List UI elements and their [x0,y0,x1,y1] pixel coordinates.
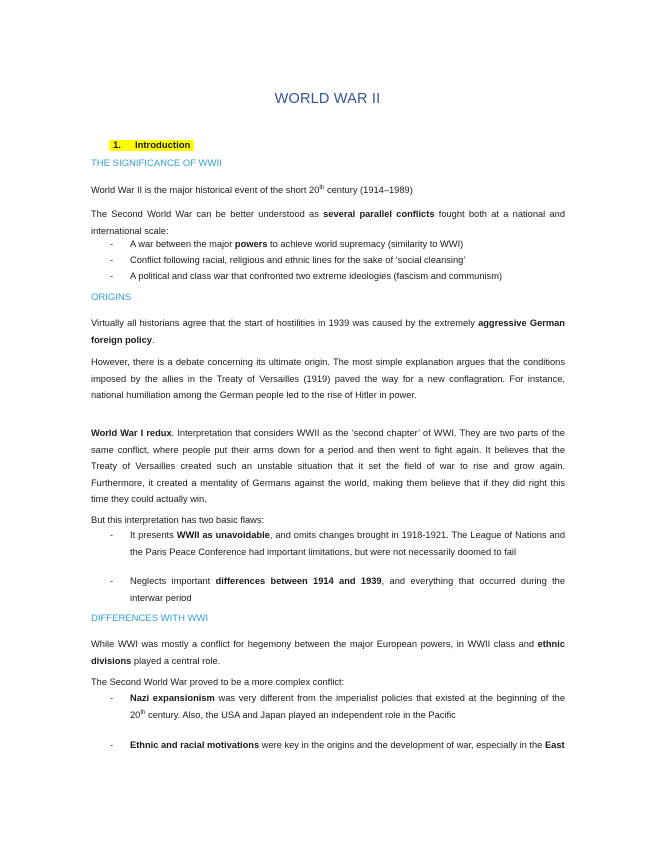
bullet-dash: - [110,239,114,249]
heading-label: Introduction [134,140,191,151]
list-item: A political and class war that confronted two extreme ideologies (fascism and communism) [130,271,503,281]
document-title: WORLD WAR II [274,91,381,107]
paragraph-1: World War II is the major historical event of the short 20th century (1914–1989) [91,184,413,195]
bullet-dash: - [110,255,114,265]
paragraph-2: The Second World War can be better understood as several parallel conflicts fought both at a national and international scale: [91,209,565,236]
paragraph-4: However, there is a debate concerning its ultimate origin. The most simple explanation argues that the conditions imposed by the allies in the Treaty of Versailles (1919) paved the way for a new conflagration. For instance, national humiliation among the German people led to the rise of Hitler in power. [91,357,565,400]
bullet-dash: - [110,693,114,703]
paragraph-7: While WWI was mostly a conflict for hegemony between the major European powers, in WWII class and ethnic divisions played a central role. [91,639,565,666]
bullet-dash: - [110,530,114,540]
list-item: Nazi expansionism was very different from the imperialist policies that existed at the beginning of the 20th century. Also, the USA and Japan played an independent role in the Pacific [130,693,565,720]
heading-introduction [109,135,194,153]
section-heading-significance: THE SIGNIFICANCE OF WWII [91,158,222,169]
bullet-dash: - [110,576,114,586]
paragraph-3: Virtually all historians agree that the start of hostilities in 1939 was caused by the extremely aggressive German foreign policy. [91,318,565,345]
section-heading-differences: DIFFERENCES WITH WWI [91,613,209,624]
list-item: Neglects important differences between 1914 and 1939, and everything that occurred during the interwar period [130,576,566,603]
bullet-dash: - [110,271,114,281]
list-item: Ethnic and racial motivations were key in the origins and the development of war, especially in the East [130,740,565,750]
paragraph-6: But this interpretation has two basic flaws: [91,515,265,525]
bullet-dash: - [110,740,114,750]
paragraph-5: World War I redux. Interpretation that considers WWII as the ‘second chapter’ of WWI. They are two parts of the same conflict, where people put their arms down for a period and then went to fight again. It believes that the Treaty of Versailles created such an unstable situation that it set the field of war to rise and grow again. Furthermore, it created a mentality of Germans against the world, making them believe that if they did right this time they could actually win. [91,428,565,504]
list-item: A war between the major powers to achieve world supremacy (similarity to WWI) [130,239,464,249]
list-item: It presents WWII as unavoidable, and omits changes brought in 1918-1921. The League of Nations and the Paris Peace Conference had important limitations, but were not necessarily doomed to fail [130,530,566,557]
list-item: Conflict following racial, religious and ethnic lines for the sake of ‘social cleansing’ [130,255,466,265]
heading-number: 1. [113,140,121,151]
section-heading-origins: ORIGINS [91,292,132,303]
paragraph-8: The Second World War proved to be a more complex conflict: [91,677,345,687]
